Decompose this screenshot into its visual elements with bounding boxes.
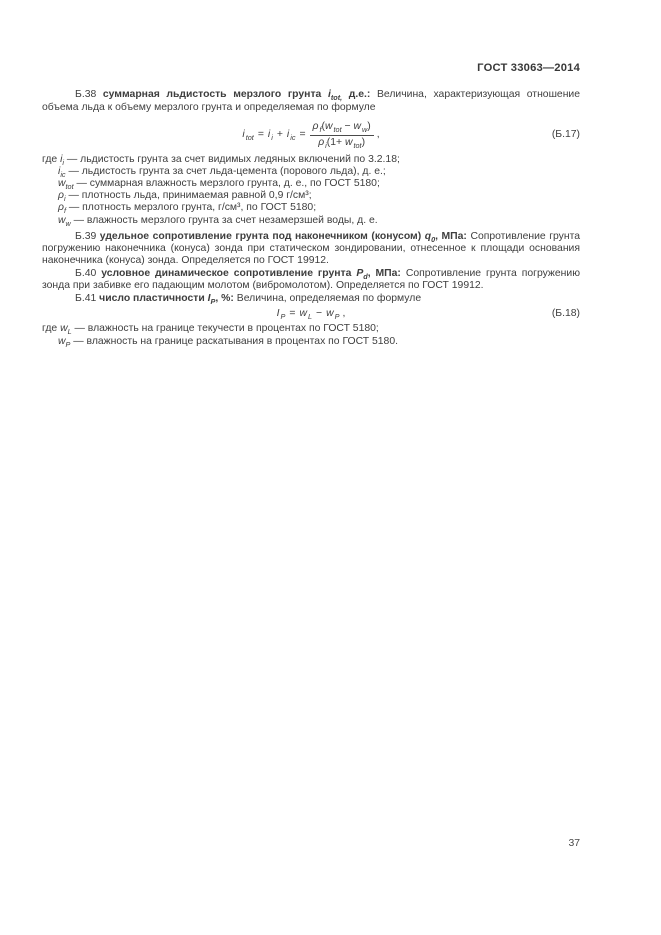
term-unit: , МПа: [435,230,467,242]
list-item: где $i_i$ — льдистость грунта за счет видимых ледяных включений по 3.2.18; [42,154,400,168]
fraction: $\frac{\rho_f(w_{tot} - w_w)}{\rho_i(1+ w_{tot})}$ [310,121,374,149]
clause-number: Б.38 [75,89,97,101]
term-unit: д.е.: [348,89,371,101]
term-body: Сопротивление грунта погружению зонда при забивке его падающим молотом (вибромолотом). Определяется по ГОСТ 19912. [42,267,580,292]
term-symbol: $I_P$ [207,292,216,306]
list-item: $w_w$ — влажность мерзлого грунта за счет незамерзшей воды, д. е. [58,214,378,228]
clause-number: Б.41 [75,292,97,304]
list-item: $\rho_i$ — плотность льда, принимаемая равной 0,9 г/см³; [58,190,312,204]
formula-b17-expression: $i_{tot}$ = $i_i$ + $i_{ic}$ = $\frac{\rho_f(w_{tot} - w_w)}{\rho_i(1+ w_{tot})}$ , [242,121,380,150]
list-item: где $w_L$ — влажность на границе текучести в процентах по ГОСТ 5180; [42,323,379,337]
formula-b18 [42,308,580,320]
list-item: $\rho_f$ — плотность мерзлого грунта, г/см³, по ГОСТ 5180; [58,202,317,216]
term-body: Величина, определяемая по формуле [236,292,422,304]
document-header: ГОСТ 33063—2014 [477,62,580,74]
page-number: 37 [568,838,580,849]
list-item: $w_{tot}$ — суммарная влажность мерзлого грунта, д. е., по ГОСТ 5180; [58,178,380,192]
definition-b41 [42,293,580,305]
symbol-list-b17 [42,154,580,227]
term-symbol: $i_{tot,}$ [327,89,343,103]
symbol-list-b18 [42,323,580,347]
term-body: Сопротивление грунта погружению наконечника (конуса) зонда при статическом зондировании, отнесенное к площади основания наконечника (конуса) зонда. Определяется по ГОСТ 19912. [42,230,581,267]
formula-b17 [42,121,580,149]
term-body: Величина, характеризующая отношение объема льда к объему мерзлого грунта и определяемая по формуле [42,89,581,113]
definition-b40 [42,268,580,293]
list-item: $i_{ic}$ — льдистость грунта за счет льда-цемента (порового льда), д. е.; [58,166,386,180]
clause-number: Б.40 [75,267,97,279]
clause-number: Б.39 [75,230,97,242]
formula-b18-expression: $I_P$ = $w_L$ − $w_P$ , [276,308,346,322]
term-text: условное динамическое сопротивление грунта [101,267,352,279]
definition-b39 [42,231,580,268]
term-symbol: $P_d$ [356,267,368,281]
term-symbol: $q_0$ [424,230,436,244]
term-unit: , %: [215,292,234,304]
term-text: суммарная льдистость мерзлого грунта [102,89,322,101]
formula-b17-number: (Б.17) [551,128,580,140]
term-unit: , МПа: [367,267,401,279]
definition-b38 [42,89,580,114]
term-text: число пластичности [99,292,205,304]
list-item: $w_P$ — влажность на границе раскатывания в процентах по ГОСТ 5180. [58,335,398,349]
page-content [42,62,580,348]
term-text: удельное сопротивление грунта под наконечником (конусом) [99,230,422,242]
formula-b18-number: (Б.18) [551,308,580,320]
